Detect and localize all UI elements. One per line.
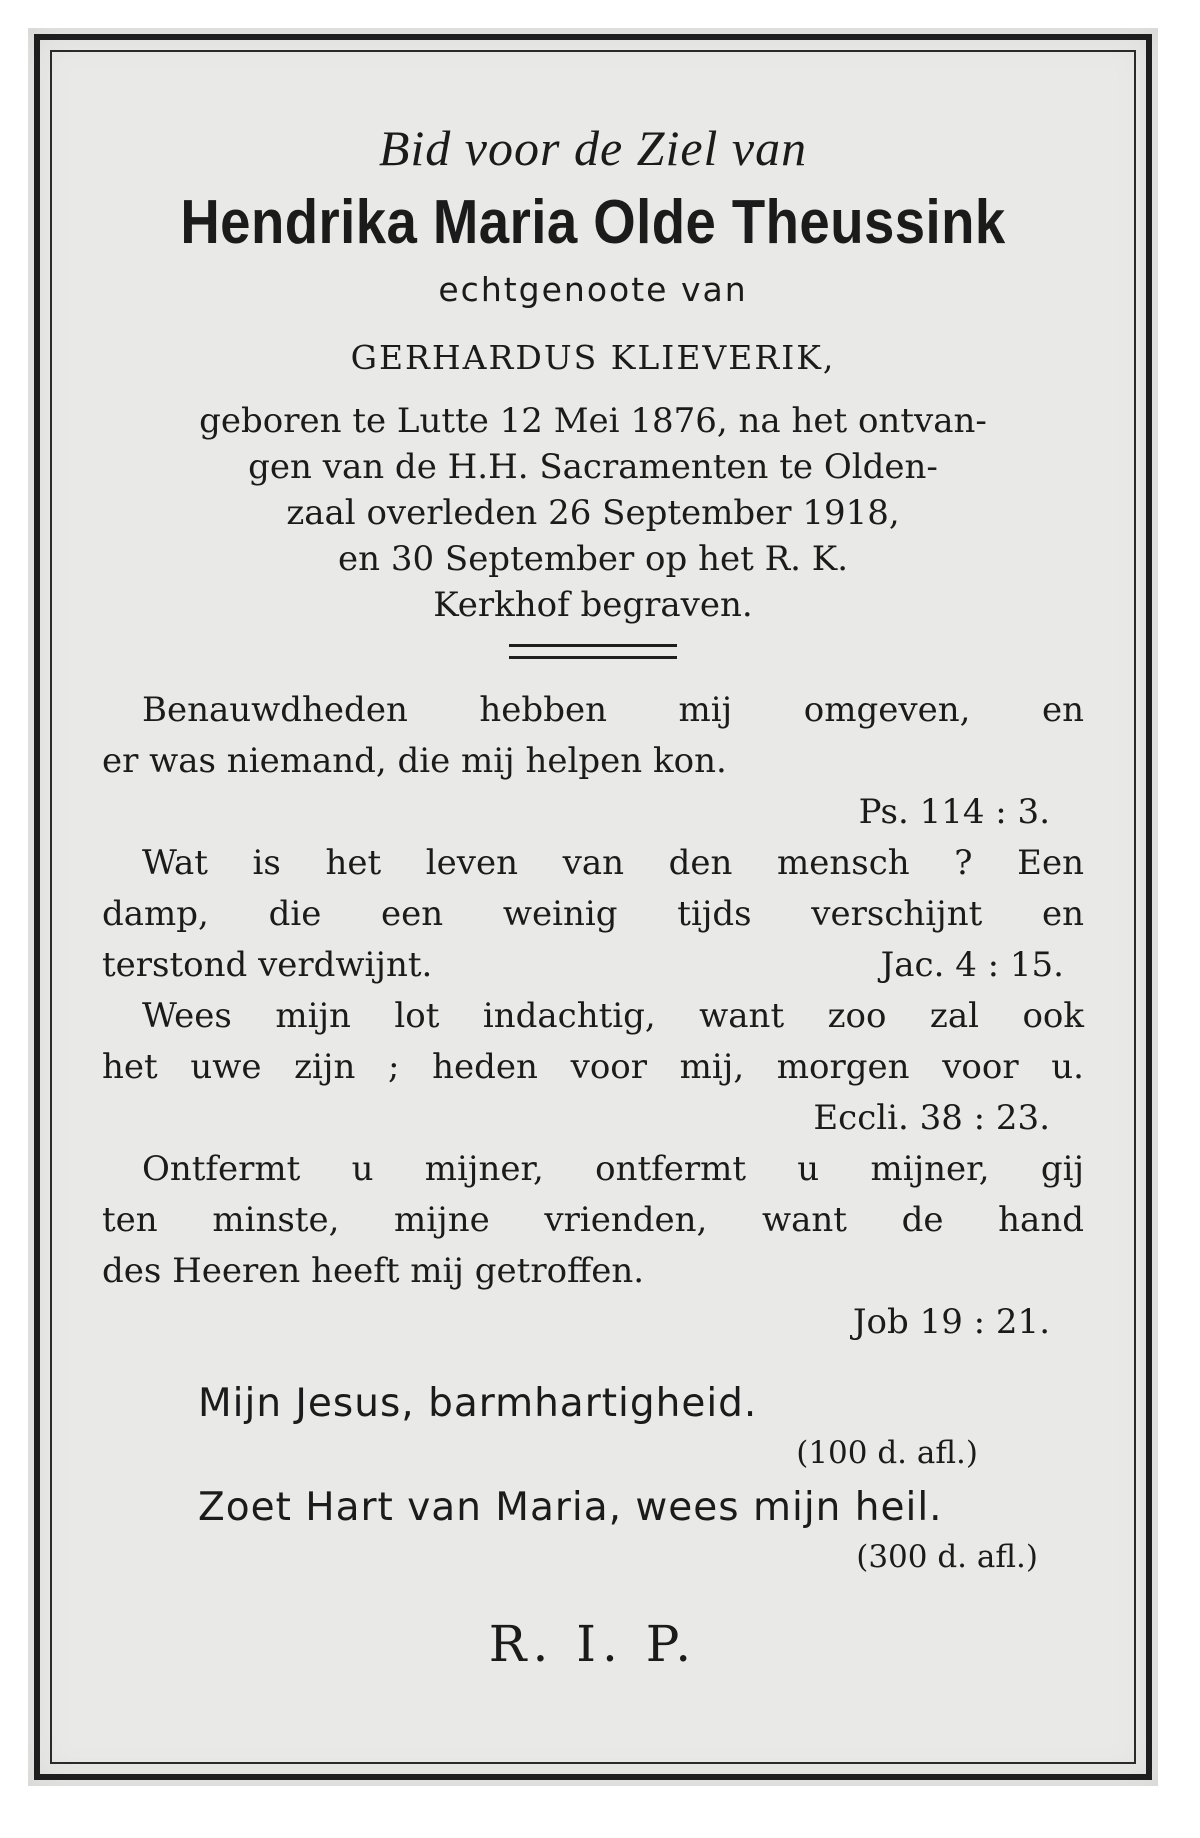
card-content: [88, 78, 1098, 1674]
verse-reference: Ps. 114 : 3.: [858, 792, 1050, 832]
verse-line: des Heeren heeft mij getroffen.: [102, 1251, 645, 1291]
verse-line: Ontfermt u mijner, ontfermt u mijner, gij: [142, 1149, 1084, 1189]
rip-closing: R. I. P.: [488, 1615, 698, 1673]
scripture-verses: [88, 685, 1098, 1348]
verse-line: terstond verdwijnt.: [102, 945, 433, 985]
memorial-card: [28, 28, 1158, 1786]
verse-line: er was niemand, die mij helpen kon.: [102, 741, 727, 781]
spouse-label: echtgenoote van: [438, 270, 748, 309]
verse-line: ten minste, mijne vrienden, want de hand: [102, 1200, 1084, 1240]
verse-line: het uwe zijn ; heden voor mij, morgen voor u.: [102, 1047, 1084, 1087]
verse-line: Wat is het leven van den mensch ? Een: [142, 843, 1084, 883]
double-rule-divider: [509, 644, 677, 659]
indulgence-note: (100 d. afl.): [796, 1435, 978, 1471]
bio-line: zaal overleden 26 September 1918,: [286, 493, 900, 533]
verse: [102, 838, 1084, 991]
bio-line: gen van de H.H. Sacramenten te Olden-: [248, 447, 938, 487]
indulgence-note: (300 d. afl.): [856, 1539, 1038, 1575]
spouse-name: GERHARDUS KLIEVERIK,: [350, 338, 836, 377]
verse: [102, 1144, 1084, 1348]
verse-line: Wees mijn lot indachtig, want zoo zal ook: [142, 996, 1084, 1036]
verse-reference: Job 19 : 21.: [852, 1302, 1050, 1342]
intro-line: Bid voor de Ziel van: [378, 120, 808, 176]
deceased-name: Hendrika Maria Olde Theussink: [180, 188, 1006, 257]
bio-line: Kerkhof begraven.: [433, 585, 753, 625]
verse: [102, 685, 1084, 838]
prayer-line: Mijn Jesus, barmhartigheid.: [198, 1381, 758, 1426]
bio-line: en 30 September op het R. K.: [338, 539, 848, 579]
bio-line: geboren te Lutte 12 Mei 1876, na het ontvan-: [199, 401, 987, 441]
verse: [102, 991, 1084, 1144]
verse-line: Benauwdheden hebben mij omgeven, en: [142, 690, 1084, 730]
verse-line-with-reference: [102, 940, 1084, 991]
biography: [88, 398, 1098, 628]
verse-reference: Jac. 4 : 15.: [880, 945, 1064, 985]
verse-line: damp, die een weinig tijds verschijnt en: [102, 894, 1084, 934]
prayer-line: Zoet Hart van Maria, wees mijn heil.: [198, 1485, 943, 1530]
verse-reference: Eccli. 38 : 23.: [813, 1098, 1050, 1138]
